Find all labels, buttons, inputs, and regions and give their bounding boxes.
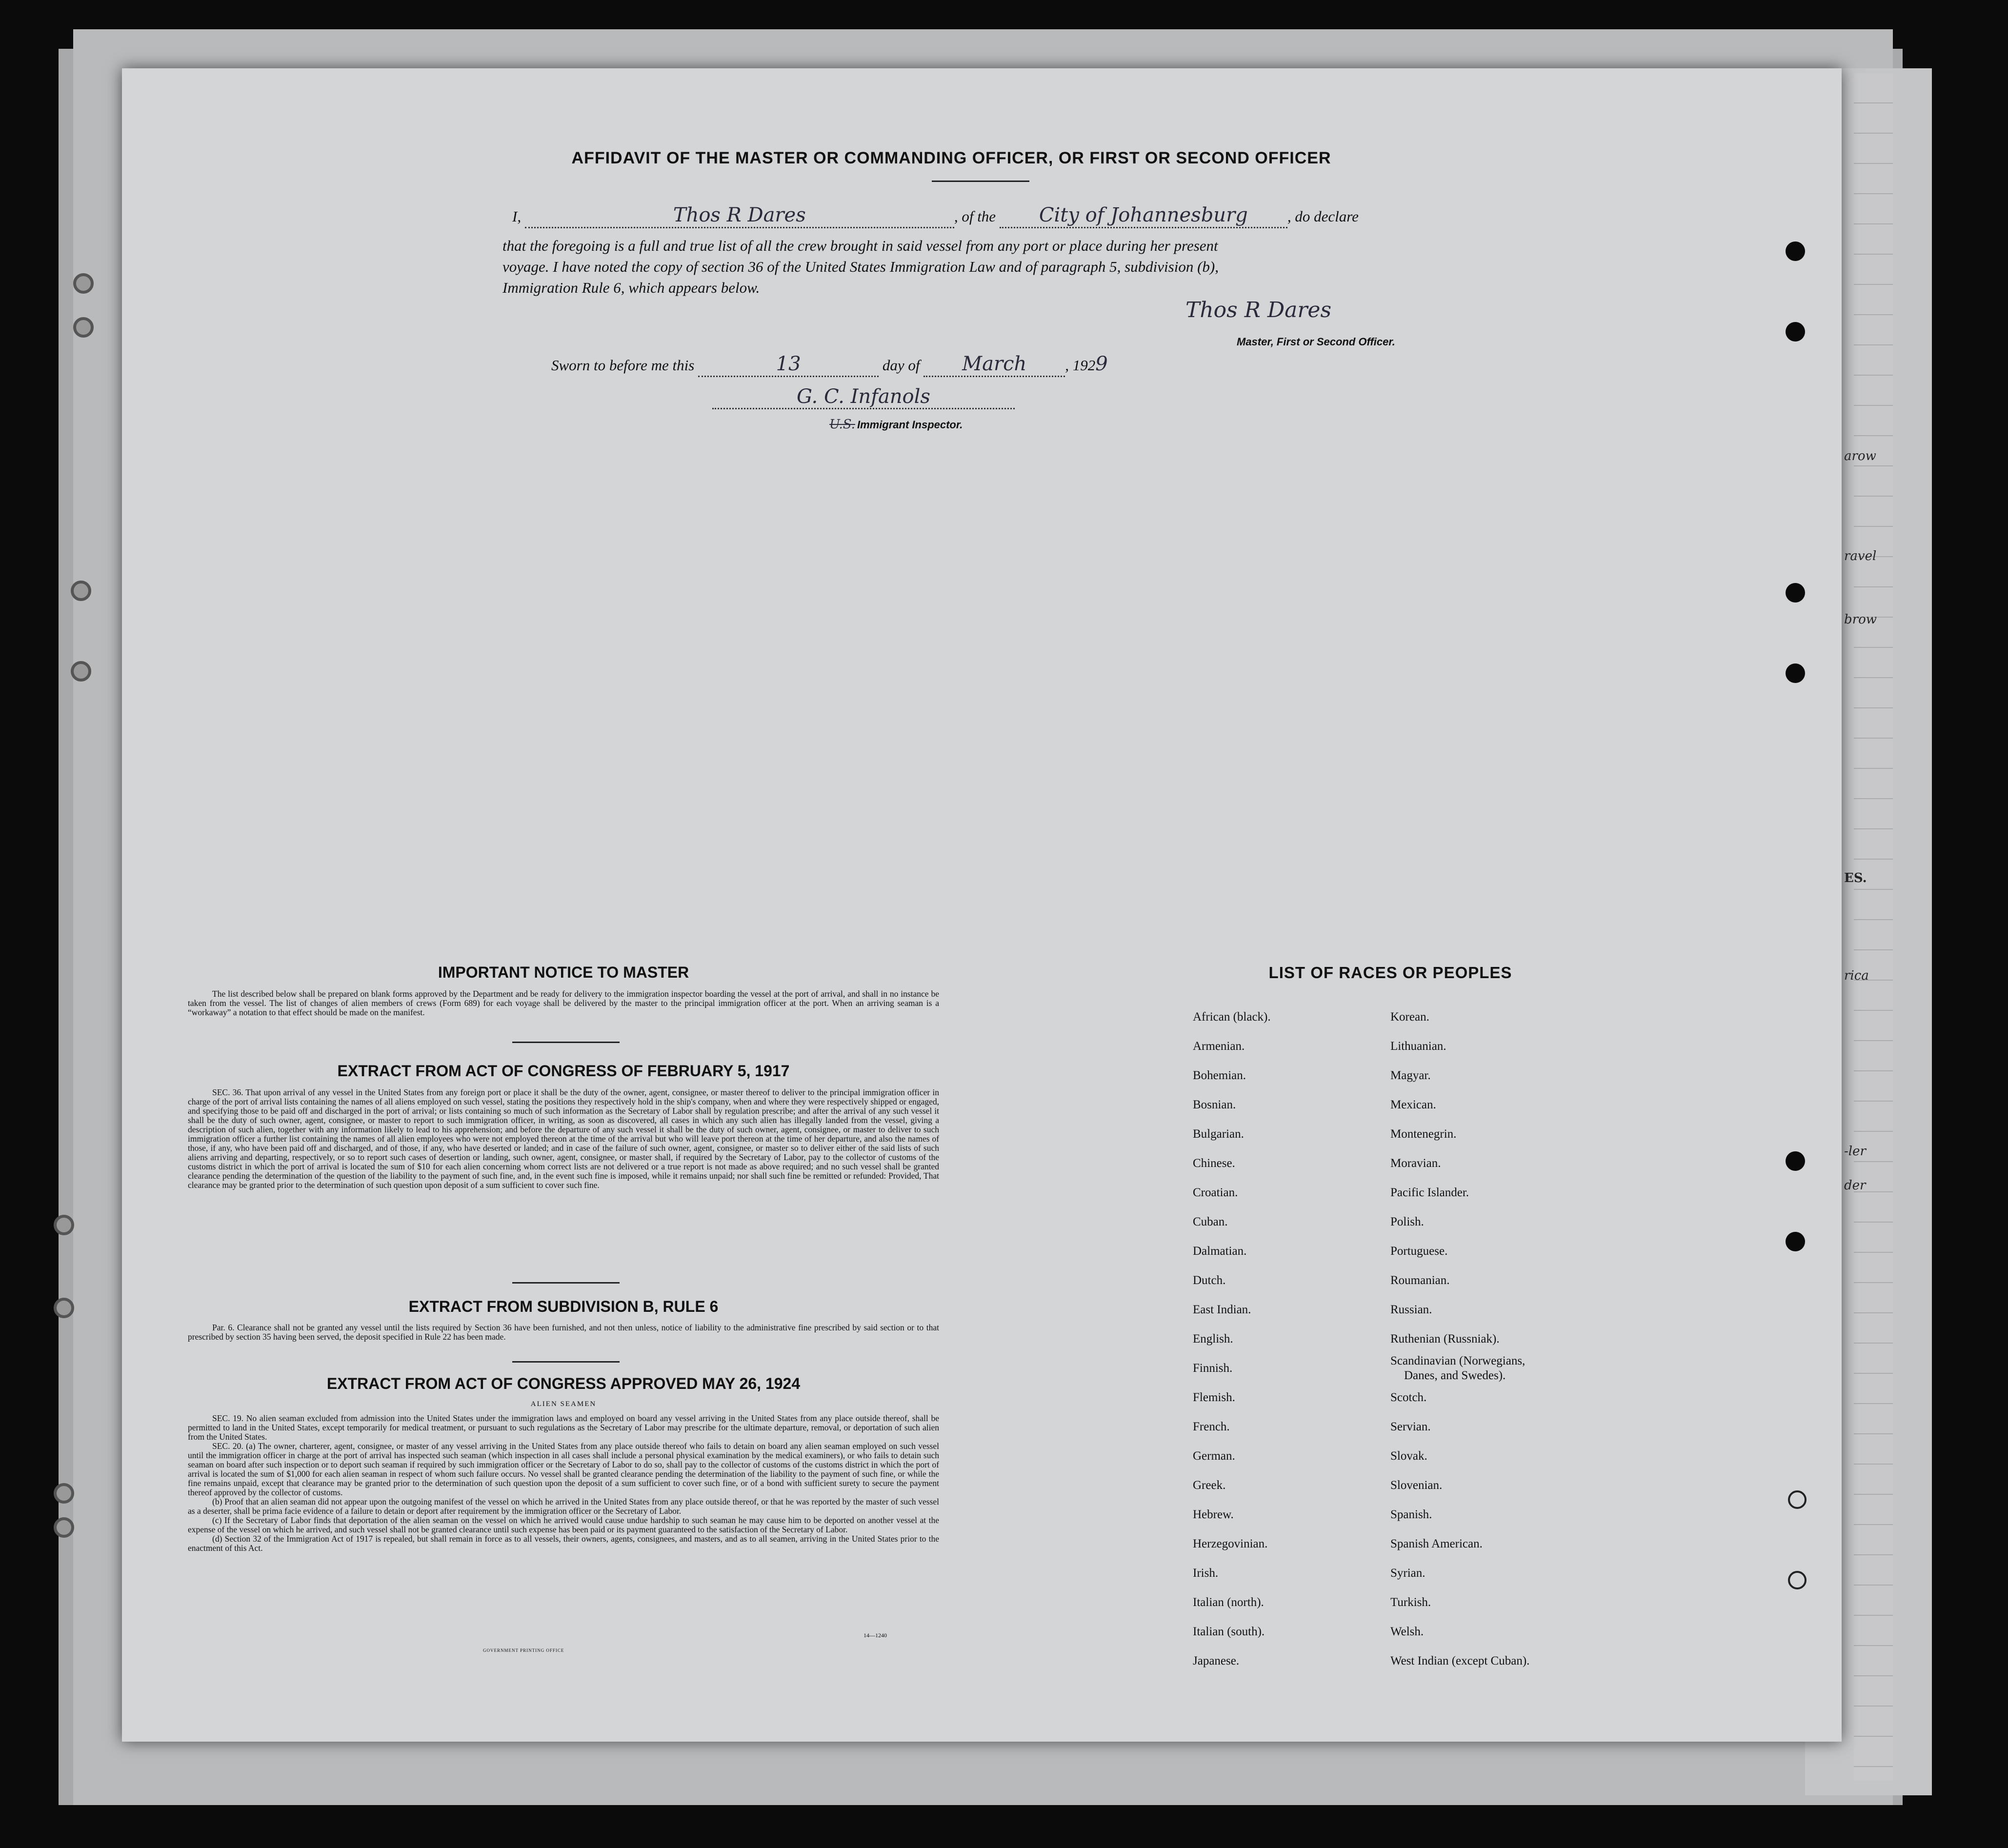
races-column-1: [1193, 1003, 1271, 1676]
race-item: Pacific Islander.: [1390, 1186, 1469, 1199]
race-item: Moravian.: [1390, 1157, 1441, 1170]
race-item: Dalmatian.: [1193, 1245, 1247, 1258]
binder-ring: [73, 317, 94, 338]
race-item: Russian.: [1390, 1303, 1432, 1316]
race-item: Japanese.: [1193, 1654, 1240, 1667]
race-item: Magyar.: [1390, 1069, 1431, 1082]
section-rule: [512, 1361, 620, 1363]
section-rule: [512, 1282, 620, 1284]
printer-line: GOVERNMENT PRINTING OFFICE: [483, 1648, 564, 1653]
race-item: Spanish American.: [1390, 1537, 1483, 1550]
race-item: Chinese.: [1193, 1157, 1235, 1170]
master-name-field: [525, 205, 954, 228]
day-handwriting: 13: [776, 353, 801, 375]
extract-1917-text: SEC. 36. That upon arrival of any vessel in the United States from any foreign port or place it shall be the duty of the owner, agent, consignee, or master thereof to deliver to the principal immigration officer in charge of the port of arrival lists containing the names of all aliens employed on such vessel, stating the positions they respectively hold in the ship's company, when and where they were respectively shipped or engaged, and specifying those to be paid off and discharged in the port of arrival; or lists containing so much of such information as the Secretary of Labor shall by regulation prescribe; and after the arrival of any such vessel it shall be the duty of such owner, agent, consignee, or master to report to such immigration officer, in writing, as soon as discovered, all cases in which any such alien has illegally landed from the vessel, giving a description of such alien, together with any information likely to lead to his apprehension; and before the departure of any such vessel it shall be the duty of such owner, agent, consignee, or master to deliver to such immigration officer a further list containing the names of all alien employees who were not employed thereon at the time of the arrival but who will leave port thereon at the time of her departure, and also the names of those, if any, who have been paid off and discharged, and of those, if any, who have deserted or landed; and in case of the failure of such owner, agent, consignee, or master so to deliver either of the said lists of such aliens arriving and departing, respectively, or so to report such cases of desertion or landing, such owner, agent, consignee, or master shall, if required by the Secretary of Labor, pay to the collector of customs of the customs district in which the port of arrival is located the sum of $10 for each alien concerning whom correct lists are not delivered or a true report is not made as above required; and no such vessel shall be granted clearance pending the determination of the question of the liability to the payment of such fine, and, in the event such fine is imposed, while it remains unpaid; nor shall such fine be remitted or refunded: Provided, That clearance may be granted prior to the determination of such question upon deposit of a sum sufficient to cover such fine.: [188, 1087, 939, 1190]
declaration-line-3: voyage. I have noted the copy of section 36 of the United States Immigration Law and of paragraph 5, subdivision (b),: [502, 258, 1219, 275]
day-field: [698, 354, 879, 377]
margin-note: der: [1844, 1178, 1866, 1193]
section-rule: [512, 1042, 620, 1043]
margin-note: brow: [1844, 612, 1877, 627]
race-item: Mexican.: [1390, 1098, 1436, 1111]
race-item: Flemish.: [1193, 1391, 1235, 1404]
i-label: I,: [512, 208, 522, 225]
binder-ring: [73, 273, 94, 294]
margin-note: rica: [1844, 968, 1869, 983]
race-item: Ruthenian (Russniak).: [1390, 1332, 1500, 1346]
notice-title: IMPORTANT NOTICE TO MASTER: [438, 964, 689, 981]
declaration-line-2: that the foregoing is a full and true list of all the crew brought in said vessel from any port or place during her present: [502, 237, 1218, 254]
extract-1917-title: EXTRACT FROM ACT OF CONGRESS OF FEBRUARY 5, 1917: [337, 1062, 790, 1080]
race-item: Montenegrin.: [1390, 1127, 1457, 1141]
month-handwriting: March: [962, 353, 1027, 375]
vessel-name-handwriting: City of Johannesburg: [1039, 204, 1248, 226]
binder-ring: [54, 1517, 74, 1538]
margin-note: ravel: [1844, 549, 1877, 563]
race-item: Bosnian.: [1193, 1098, 1236, 1111]
race-item: German.: [1193, 1449, 1235, 1463]
race-item: Armenian.: [1193, 1040, 1245, 1053]
binder-ring: [54, 1483, 74, 1504]
race-item: Finnish.: [1193, 1362, 1233, 1375]
page-edge-lines: [1854, 73, 1893, 1781]
race-item: Greek.: [1193, 1479, 1226, 1492]
race-item: Syrian.: [1390, 1567, 1426, 1580]
races-column-2: [1390, 1003, 1529, 1676]
race-item-scandinavian: Scandinavian (Norwegians, Danes, and Swedes).: [1390, 1354, 1526, 1382]
punch-hole: [1786, 241, 1805, 261]
race-item: East Indian.: [1193, 1303, 1251, 1316]
race-item: Welsh.: [1390, 1625, 1424, 1638]
inspector-strikethrough: U.S.: [829, 417, 855, 432]
form-code: 14—1240: [863, 1632, 887, 1639]
month-field: [924, 354, 1065, 377]
master-signature: Thos R Dares: [1185, 298, 1332, 322]
punch-hole: [1786, 663, 1805, 683]
race-item: Dutch.: [1193, 1274, 1226, 1287]
sworn-prefix: Sworn to before me this: [551, 357, 695, 374]
punch-hole: [1788, 1571, 1807, 1589]
punch-hole: [1788, 1490, 1807, 1509]
race-item: Portuguese.: [1390, 1245, 1448, 1258]
race-item: Polish.: [1390, 1215, 1424, 1228]
do-declare-label: , do declare: [1287, 208, 1359, 225]
race-item: English.: [1193, 1332, 1233, 1346]
race-item: Hebrew.: [1193, 1508, 1234, 1521]
notice-text: The list described below shall be prepared on blank forms approved by the Department and be ready for delivery to the immigration inspector boarding the vessel at the port of arrival, and shall in no instance be taken from the vessel. The list of changes of alien members of crews (Form 689) for each voyage shall be delivered by the master to the principal immigration officer at the port. When an arriving seaman is a “workaway” a notation to that effect should be made on the manifest.: [188, 989, 939, 1017]
master-name-handwriting: Thos R Dares: [673, 204, 806, 226]
race-item: Herzegovinian.: [1193, 1537, 1268, 1550]
day-of-label: day of: [882, 357, 920, 374]
binder-ring: [71, 661, 91, 682]
inspector-caption: Immigrant Inspector.: [857, 419, 963, 431]
race-item: Croatian.: [1193, 1186, 1238, 1199]
binder-ring: [54, 1298, 74, 1318]
alien-seamen-subtitle: ALIEN SEAMEN: [530, 1400, 597, 1408]
race-item: Slovenian.: [1390, 1479, 1443, 1492]
race-item: Irish.: [1193, 1567, 1219, 1580]
title-rule: [932, 181, 1029, 182]
binder-ring: [71, 581, 91, 601]
vessel-name-field: [1000, 205, 1287, 228]
race-item: Servian.: [1390, 1420, 1431, 1433]
race-item: Roumanian.: [1390, 1274, 1450, 1287]
race-item: Bulgarian.: [1193, 1127, 1244, 1141]
extract-rule6-text: Par. 6. Clearance shall not be granted any vessel until the lists required by Section 36 have been furnished, and not then unless, notice of liability to the administrative fine prescribed by said section or to that prescribed by section 35 having been served, the deposit specified in Rule 22 has been made.: [188, 1323, 939, 1342]
race-item: Bohemian.: [1193, 1069, 1246, 1082]
of-the-label: , of the: [954, 208, 996, 225]
year-prefix: , 192: [1065, 357, 1096, 374]
punch-hole: [1786, 322, 1805, 341]
inspector-caption-line: [829, 417, 963, 432]
punch-hole: [1786, 583, 1805, 603]
extract-rule6-title: EXTRACT FROM SUBDIVISION B, RULE 6: [408, 1298, 719, 1315]
race-item: French.: [1193, 1420, 1230, 1433]
race-item: Cuban.: [1193, 1215, 1228, 1228]
race-item: Spanish.: [1390, 1508, 1432, 1521]
race-item: West Indian (except Cuban).: [1390, 1654, 1530, 1667]
extract-1924-title: EXTRACT FROM ACT OF CONGRESS APPROVED MAY 26, 1924: [326, 1375, 801, 1392]
race-item: Korean.: [1390, 1010, 1429, 1024]
punch-hole: [1786, 1232, 1805, 1251]
year-handwriting: 9: [1095, 353, 1108, 375]
punch-hole: [1786, 1151, 1805, 1171]
affidavit-title: AFFIDAVIT OF THE MASTER OR COMMANDING OFFICER, OR FIRST OR SECOND OFFICER: [571, 149, 1331, 167]
margin-note: ES.: [1844, 871, 1867, 885]
race-item: Italian (south).: [1193, 1625, 1265, 1638]
sworn-line: [551, 354, 1108, 377]
race-item: Slovak.: [1390, 1449, 1427, 1463]
margin-note: arow: [1844, 449, 1876, 463]
margin-note: -ler: [1844, 1144, 1866, 1159]
race-item: African (black).: [1193, 1010, 1271, 1024]
declaration-first-line: [512, 205, 1464, 228]
race-item: Italian (north).: [1193, 1596, 1264, 1609]
declaration-line-4: Immigration Rule 6, which appears below.: [502, 279, 760, 296]
race-item: Scotch.: [1390, 1391, 1427, 1404]
race-item: Turkish.: [1390, 1596, 1431, 1609]
races-title: LIST OF RACES OR PEOPLES: [1268, 964, 1512, 982]
binder-ring: [54, 1215, 74, 1235]
signature-caption: Master, First or Second Officer.: [1237, 336, 1395, 348]
extract-1924-text: SEC. 19. No alien seaman excluded from admission into the United States under the immigration laws and employed on board any vessel arriving in the United States from any place outside thereof, shall be permitted to land in the United States, except temporarily for medical treatment, or pursuant to such regulations as the Secretary of Labor may prescribe for the ultimate departure, removal, or deportation of such alien from the United States. SEC. 20. (a) The owner, charterer, agent, consignee, or master of any vessel arriving in the United States from any place outside thereof who fails to detain on board any alien seaman employed on such vessel until the immigration officer in charge at the port of arrival has inspected such seaman (which inspection in all cases shall include a personal physical examination by the medical examiners), or who fails to detain such seaman on board after such inspection or to deport such seaman if required by such immigration officer or the Secretary of Labor to do so, shall pay to the collector of customs of the customs district in which the port of arrival is located the sum of $1,000 for each alien seaman in respect of whom such failure occurs. No vessel shall be granted clearance pending the determination of the liability to the payment of such fine, or while the fine remains unpaid, except that clearance may be granted prior to the determination of such question upon the deposit of a sum sufficient to cover such fine, or of a bond with sufficient surety to secure the payment thereof approved by the collector of customs. (b) Proof that an alien seaman did not appear upon the outgoing manifest of the vessel on which he arrived in the United States from any place outside thereof, or that he was reported by the master of such vessel as a deserter, shall be prima facie evidence of a failure to detain or deport after requirement by the immigration officer or the Secretary of Labor. (c) If the Secretary of Labor finds that deportation of the alien seaman on the vessel on which he arrived would cause undue hardship to such seaman he may cause him to be deported on another vessel at the expense of the vessel on which he arrived, and such vessel shall not be granted clearance until such expense has been paid or its payment guaranteed to the satisfaction of the Secretary of Labor. (d) Section 32 of the Immigration Act of 1917 is repealed, but shall remain in force as to all vessels, their owners, agents, consignees, and masters, and as to all seamen, arriving in the United States prior to the enactment of this Act.: [188, 1413, 939, 1553]
inspector-signature: G. C. Infanols: [797, 385, 930, 408]
race-item: Lithuanian.: [1390, 1040, 1446, 1053]
inspector-signature-field: [712, 385, 1015, 409]
